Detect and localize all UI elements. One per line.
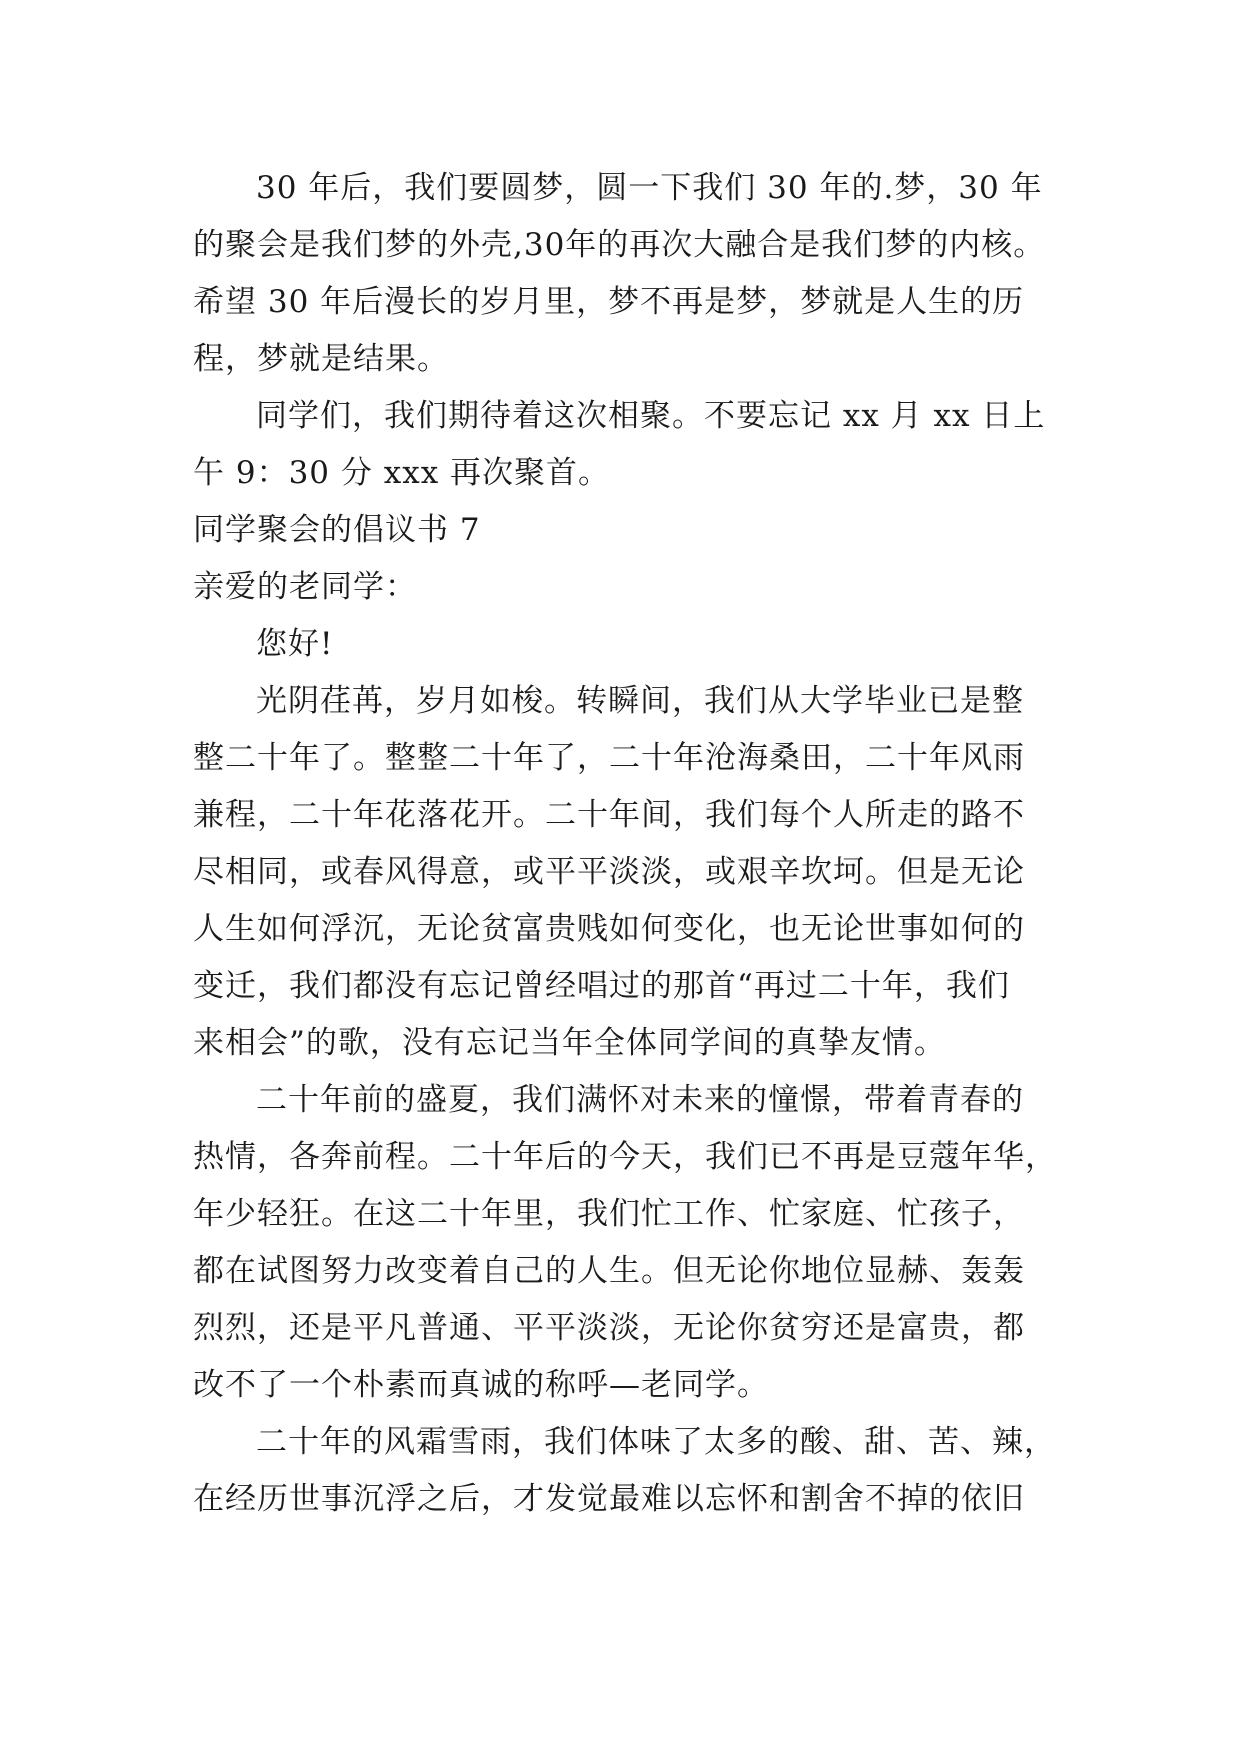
text-line: 30 年后，我们要圆梦，圆一下我们 30 年的.梦，30 年	[256, 170, 1043, 206]
text-line: 尽相同，或春风得意，或平平淡淡，或艰辛坎坷。但是无论	[193, 854, 1025, 890]
text-line: 在经历世事沉浮之后，才发觉最难以忘怀和割舍不掉的依旧	[193, 1481, 1025, 1517]
text-line: 亲爱的老同学：	[193, 569, 417, 605]
text-line: 兼程，二十年花落花开。二十年间，我们每个人所走的路不	[193, 797, 1025, 833]
text-line: 热情，各奔前程。二十年后的今天，我们已不再是豆蔻年华，	[193, 1139, 1057, 1175]
text-line: 变迁，我们都没有忘记曾经唱过的那首“再过二十年，我们	[193, 968, 1010, 1004]
text-line: 年少轻狂。在这二十年里，我们忙工作、忙家庭、忙孩子，	[193, 1196, 1025, 1232]
text-line: 同学聚会的倡议书 7	[193, 512, 481, 548]
text-line: 二十年的风霜雪雨，我们体味了太多的酸、甜、苦、辣，	[256, 1424, 1056, 1460]
text-line: 您好!	[256, 626, 334, 662]
text-line: 都在试图努力改变着自己的人生。但无论你地位显赫、轰轰	[193, 1253, 1025, 1289]
text-line: 午 9：30 分 xxx 再次聚首。	[193, 455, 611, 491]
text-line: 来相会”的歌，没有忘记当年全体同学间的真挚友情。	[193, 1025, 946, 1061]
text-line: 整二十年了。整整二十年了，二十年沧海桑田，二十年风雨	[193, 740, 1025, 776]
text-line: 同学们，我们期待着这次相聚。不要忘记 xx 月 xx 日上	[256, 398, 1046, 434]
text-line: 改不了一个朴素而真诚的称呼—老同学。	[193, 1367, 769, 1403]
text-line: 人生如何浮沉，无论贫富贵贱如何变化，也无论世事如何的	[193, 911, 1025, 947]
text-line: 光阴荏苒，岁月如梭。转瞬间，我们从大学毕业已是整	[256, 683, 1024, 719]
document-body	[193, 160, 1057, 1528]
text-line: 二十年前的盛夏，我们满怀对未来的憧憬，带着青春的	[256, 1082, 1024, 1118]
text-line: 烈烈，还是平凡普通、平平淡淡，无论你贫穷还是富贵，都	[193, 1310, 1025, 1346]
text-line: 程，梦就是结果。	[193, 341, 449, 377]
text-line: 希望 30 年后漫长的岁月里，梦不再是梦，梦就是人生的历	[193, 284, 1025, 320]
text-line: 的聚会是我们梦的外壳,30年的再次大融合是我们梦的内核。	[193, 227, 1046, 263]
